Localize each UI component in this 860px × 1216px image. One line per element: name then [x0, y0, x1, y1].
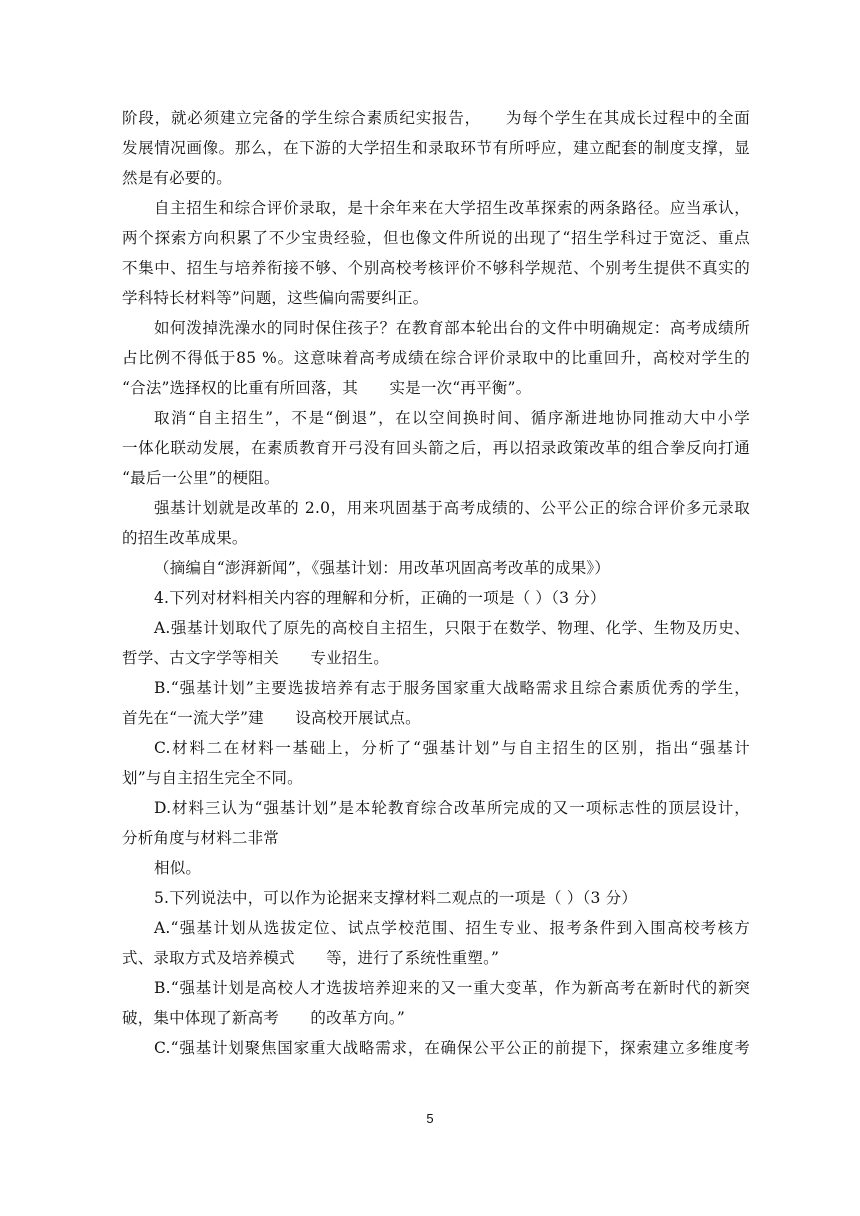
- option-5a-cont: 式、录取方式及培养模式 等，进行了系统性重塑。”: [122, 949, 500, 967]
- option-5c: C.“强基计划聚焦国家重大战略需求，在确保公平公正的前提下，探索建立多维度考: [154, 1039, 750, 1057]
- text-line: 取消“自主招生”，不是“倒退”，在以空间换时间、循序渐进地协同推动大中小学: [154, 409, 750, 427]
- option-4c: C.材料二在材料一基础上，分析了“强基计划”与自主招生的区别，指出“强基计: [154, 739, 750, 757]
- text-line: 一体化联动发展，在素质教育开弓没有回头箭之后，再以招录政策改革的组合拳反向打通: [122, 439, 750, 457]
- option-5b-cont: 破，集中体现了新高考 的改革方向。”: [122, 1009, 405, 1027]
- text-line: 然是有必要的。: [122, 169, 232, 187]
- text-line: 自主招生和综合评价录取，是十余年来在大学招生改革探索的两条路径。应当承认，: [154, 199, 750, 217]
- option-4a: A.强基计划取代了原先的高校自主招生，只限于在数学、物理、化学、生物及历史、: [154, 619, 750, 637]
- option-4d-cont: 相似。: [154, 859, 202, 877]
- text-line: 发展情况画像。那么，在下游的大学招生和录取环节有所呼应，建立配套的制度支撑，显: [122, 139, 750, 157]
- text-line: 不集中、招生与培养衔接不够、个别高校考核评价不够科学规范、个别考生提供不真实的: [122, 259, 750, 277]
- text-line: 阶段，就必须建立完备的学生综合素质纪实报告， 为每个学生在其成长过程中的全面: [122, 109, 750, 127]
- option-4b-cont: 首先在“一流大学”建 设高校开展试点。: [122, 709, 421, 727]
- text-line: 强基计划就是改革的 2.0，用来巩固基于高考成绩的、公平公正的综合评价多元录取: [154, 499, 750, 517]
- question-4: 4.下列对材料相关内容的理解和分析，正确的一项是（ ）（3 分）: [154, 589, 606, 607]
- source-citation: （摘编自“澎湃新闻”，《强基计划：用改革巩固高考改革的成果》）: [154, 559, 611, 577]
- option-5a: A.“强基计划从选拔定位、试点学校范围、招生专业、报考条件到入围高校考核方: [154, 919, 750, 937]
- text-line: 两个探索方向积累了不少宝贵经验，但也像文件所说的出现了“招生学科过于宽泛、重点: [122, 229, 750, 247]
- text-line: “合法”选择权的比重有所回落，其 实是一次“再平衡”。: [122, 379, 532, 397]
- body-text: [122, 103, 750, 1063]
- option-4d-cont: 分析角度与材料二非常: [122, 829, 280, 847]
- text-line: 学科特长材料等”问题，这些偏向需要纠正。: [122, 289, 429, 307]
- text-line: 占比例不得低于85 %。这意味着高考成绩在综合评价录取中的比重回升，高校对学生的: [122, 349, 750, 367]
- text-line: 如何泼掉洗澡水的同时保住孩子？在教育部本轮出台的文件中明确规定：高考成绩所: [154, 319, 750, 337]
- page-number: 5: [426, 1111, 434, 1126]
- option-4b: B.“强基计划”主要选拔培养有志于服务国家重大战略需求且综合素质优秀的学生，: [154, 679, 750, 697]
- option-4d: D.材料三认为“强基计划”是本轮教育综合改革所完成的又一项标志性的顶层设计，: [154, 799, 750, 817]
- option-4c-cont: 划”与自主招生完全不同。: [122, 769, 303, 787]
- text-line: 的招生改革成果。: [122, 529, 248, 547]
- question-5: 5.下列说法中，可以作为论据来支撑材料二观点的一项是（ ）（3 分）: [154, 889, 638, 907]
- option-4a-cont: 哲学、古文字学等相关 专业招生。: [122, 649, 389, 667]
- text-line: “最后一公里”的梗阻。: [122, 469, 280, 487]
- option-5b: B.“强基计划是高校人才选拔培养迎来的又一重大变革，作为新高考在新时代的新突: [154, 979, 750, 997]
